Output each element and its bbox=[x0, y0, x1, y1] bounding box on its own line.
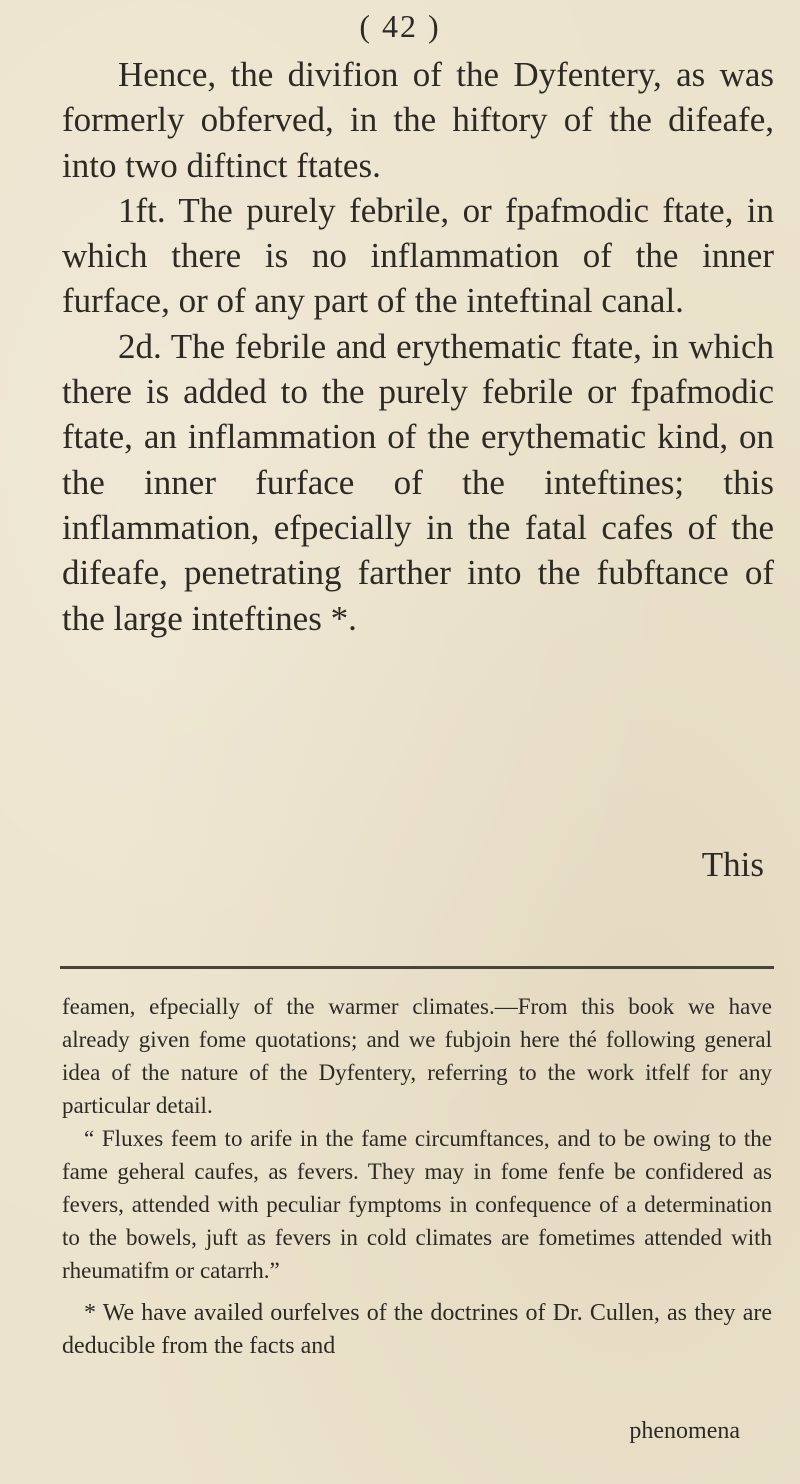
paragraph-second-state: 2d. The febrile and erythematic ftate, in which there is added to the purely febrile or fpafmodic ftate, an inflammation of the erythematic kind, on the inner furface of the inteftines; this inflammation, efpecially in the fatal cafes of the difeafe, penetrating farther into the fubftance of the large inteftines *. bbox=[62, 326, 774, 638]
note-continuation: feamen, efpecially of the warmer climates.—From this book we have already given fome quotations; and we fubjoin here thé following general idea of the nature of the Dyfentery, referring to the work itfelf for any particular detail. bbox=[62, 994, 772, 1118]
main-text bbox=[62, 52, 774, 641]
paragraph-first-state: 1ft. The purely febrile, or fpafmodic ftate, in which there is no inflammation of the inner furface, or of any part of the inteftinal canal. bbox=[62, 190, 774, 321]
note-quote: “ Fluxes feem to arife in the fame circumftances, and to be owing to the fame geheral caufes, as fevers. They may in fome fenfe be confidered as fevers, attended with peculiar fymptoms in confequence of a determination to the bowels, juft as fevers in cold climates are fometimes attended with rheumatifm or catarrh.” bbox=[62, 1126, 772, 1283]
page-number: ( 42 ) bbox=[359, 8, 441, 44]
catchword: This bbox=[701, 845, 764, 884]
paragraph-division: Hence, the divifion of the Dyfentery, as was formerly obferved, in the hiftory of the difeafe, into two diftinct ftates. bbox=[62, 55, 774, 185]
footnote-catchword: phenomena bbox=[629, 1418, 740, 1444]
notes-section bbox=[62, 990, 772, 1363]
footnote-rule bbox=[60, 966, 774, 969]
footnote: * We have availed ourfelves of the doctrines of Dr. Cullen, as they are deducible from the facts and bbox=[62, 1300, 772, 1359]
